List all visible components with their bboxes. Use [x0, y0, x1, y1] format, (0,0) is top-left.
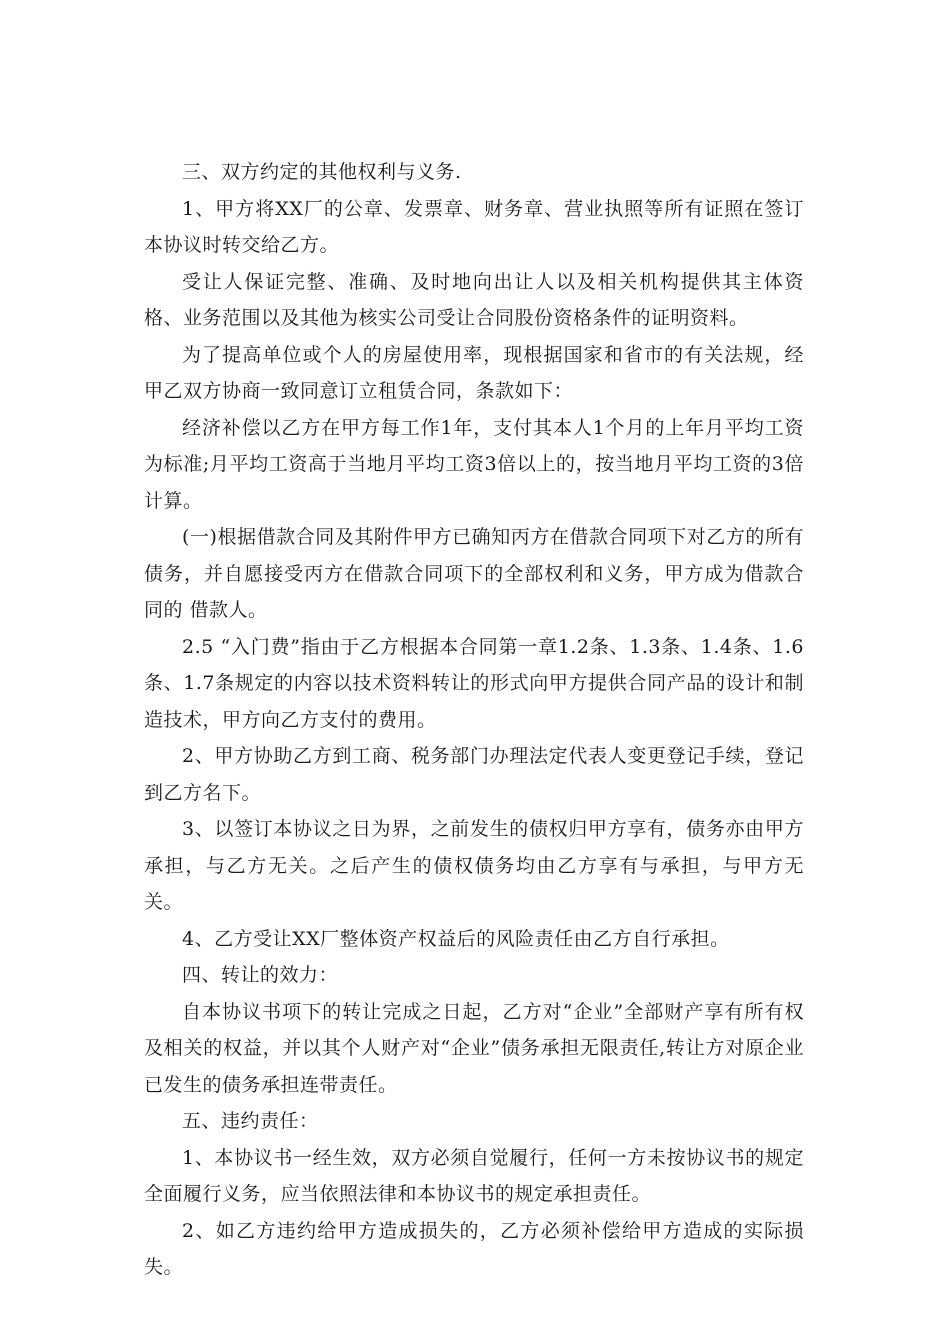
- section-heading-transfer-effect: 四、转让的效力：: [182, 964, 339, 986]
- paragraph: 自本协议书项下的转让完成之日起，乙方对“企业”全部财产享有所有权及相关的权益，并以其个人财产对“企业”债务承担无限责任,转让方对原企业已发生的债务承担连带责任。: [144, 1000, 804, 1096]
- paragraph: 3、以签订本协议之日为界，之前发生的债权归甲方享有，债务亦由甲方承担，与乙方无关。之后产生的债权债务均由乙方享有与承担，与甲方无关。: [144, 818, 804, 913]
- paragraph: 2.5 “入门费”指由于乙方根据本合同第一章1.2条、1.3条、1.4条、1.6条、1.7条规定的内容以技术资料转让的形式向甲方提供合同产品的设计和制造技术，甲方向乙方支付的费用。: [144, 635, 804, 731]
- document-body: [144, 154, 804, 1286]
- paragraph: 2、如乙方违约给甲方造成损失的，乙方必须补偿给甲方造成的实际损失。: [144, 1219, 804, 1278]
- section-heading-breach-liability: 五、违约责任：: [182, 1110, 319, 1132]
- paragraph: 1、本协议书一经生效，双方必须自觉履行，任何一方未按协议书的规定全面履行义务，应当依照法律和本协议书的规定承担责任。: [144, 1146, 804, 1205]
- paragraph: 2、甲方协助乙方到工商、税务部门办理法定代表人变更登记手续，登记到乙方名下。: [144, 745, 804, 804]
- paragraph: 为了提高单位或个人的房屋使用率，现根据国家和省市的有关法规，经甲乙双方协商一致同意订立租赁合同，条款如下：: [144, 343, 804, 402]
- section-heading-other-rights: 三、双方约定的其他权利与义务.: [182, 161, 462, 183]
- paragraph: (一)根据借款合同及其附件甲方已确知丙方在借款合同项下对乙方的所有债务，并自愿接受丙方在借款合同项下的全部权利和义务，甲方成为借款合同的 借款人。: [144, 526, 804, 621]
- paragraph: 受让人保证完整、准确、及时地向出让人以及相关机构提供其主体资格、业务范围以及其他为核实公司受让合同股份资格条件的证明资料。: [144, 270, 804, 329]
- paragraph: 4、乙方受让XX厂整体资产权益后的风险责任由乙方自行承担。: [182, 927, 730, 950]
- paragraph: 1、甲方将XX厂的公章、发票章、财务章、营业执照等所有证照在签订本协议时转交给乙方。: [144, 197, 804, 256]
- paragraph: 经济补偿以乙方在甲方每工作1年，支付其本人1个月的上年月平均工资为标准;月平均工资高于当地月平均工资3倍以上的，按当地月平均工资的3倍计算。: [144, 416, 804, 512]
